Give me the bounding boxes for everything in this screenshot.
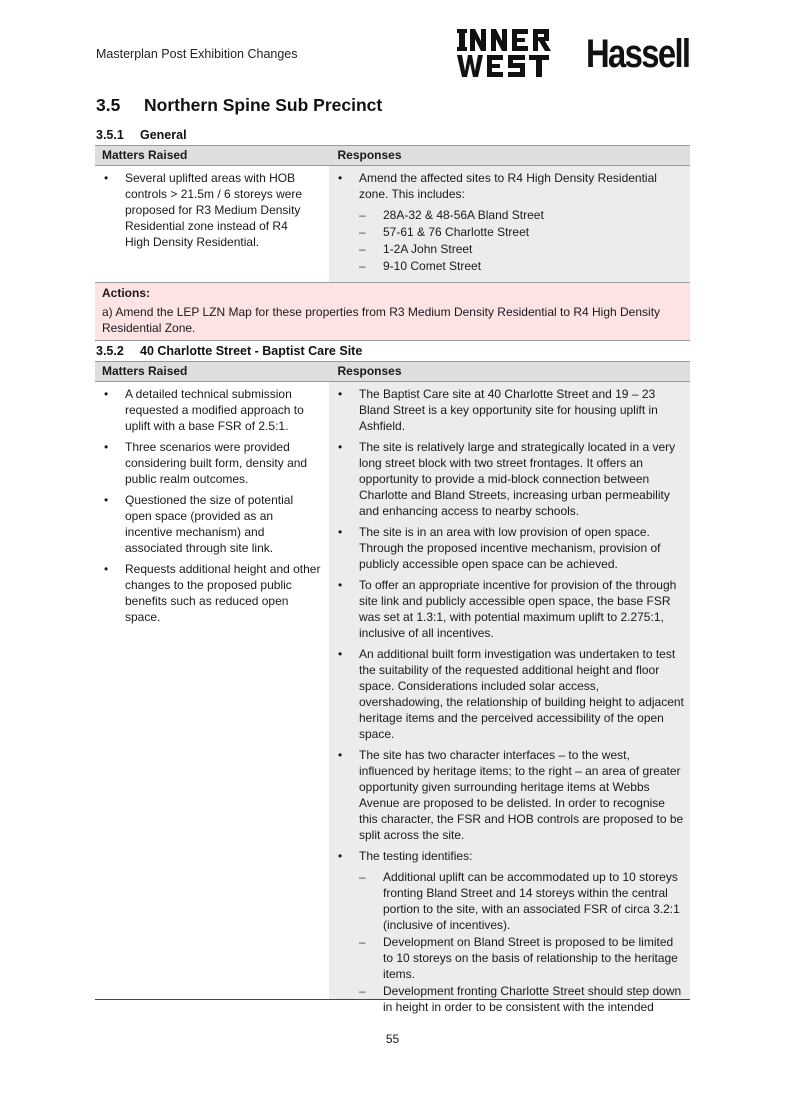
matter-item: • A detailed technical submission requested a modified approach to uplift with a base FSR of 2.5:1. <box>95 386 321 434</box>
testing-item: – Development fronting Charlotte Street should step down in height in order to be consistent with the intended <box>359 983 684 1015</box>
response-item: • The site is relatively large and strategically located in a very long street block with two street frontages. It offers an opportunity to provide a mid-block connection between Charlotte and Bland Streets, increasing urban permeability and enhancing access to nearby schools. <box>329 439 684 519</box>
col-matters-raised: Matters Raised <box>102 364 188 378</box>
site-item: – 1-2A John Street <box>359 241 680 257</box>
testing-item: – Development on Bland Street is proposed to be limited to 10 storeys on the basis of relationship to the heritage items. <box>359 934 684 982</box>
response-item: • The Baptist Care site at 40 Charlotte Street and 19 – 23 Bland Street is a key opportunity site for housing uplift in Ashfield. <box>329 386 684 434</box>
table-header <box>95 145 690 166</box>
testing-item: – Additional uplift can be accommodated up to 10 storeys fronting Bland Street and 14 storeys within the central portion to the site, with an associated FSR of circa 3.2:1 (inclusive of incentives). <box>359 869 684 933</box>
col-responses: Responses <box>337 148 402 162</box>
response-item: • Amend the affected sites to R4 High Density Residential zone. This includes: – 28A-32 & 48-56A Bland Street – 57-61 & 76 Charlotte Street – 1-2A John Street – 9-10 Comet Street <box>329 170 680 274</box>
section-heading: Northern Spine Sub Precinct <box>144 95 383 115</box>
matter-item: • Three scenarios were provided considering built form, density and public realm outcomes. <box>95 439 321 487</box>
response-item: • An additional built form investigation was undertaken to test the suitability of the requested additional height and floor space. Considerations included solar access, overshadowing, the relationship of building height to adjacent heritage items and the perceived accessibility of the open space. <box>329 646 684 742</box>
baptist-care-table <box>95 361 690 1014</box>
site-item: – 57-61 & 76 Charlotte Street <box>359 224 680 240</box>
table-header <box>95 361 690 382</box>
col-matters-raised: Matters Raised <box>102 148 188 162</box>
site-item: – 9-10 Comet Street <box>359 258 680 274</box>
page-number: 55 <box>385 1032 400 1046</box>
actions-title: Actions: <box>102 286 150 300</box>
actions-text: a) Amend the LEP LZN Map for these properties from R3 Medium Density Residential to R4 High Density Residential Zone. <box>102 305 661 335</box>
section-number: 3.5 <box>96 95 121 115</box>
response-item: • The site has two character interfaces – to the west, influenced by heritage items; to the right – an area of greater opportunity given surrounding heritage items at Webbs Avenue are proposed to be delisted. In order to recognise this character, the FSR and HOB controls are proposed to be split across the site. <box>329 747 684 843</box>
inner-west-logo <box>457 27 557 79</box>
section-title <box>96 95 382 116</box>
response-item: • The site is in an area with low provision of open space. Through the proposed incentive mechanism, provision of publicly accessible open space can be achieved. <box>329 524 684 572</box>
table-row <box>95 382 690 1014</box>
table-row <box>95 166 690 282</box>
response-item: • To offer an appropriate incentive for provision of the through site link and publicly accessible open space, the base FSR was set at 1.3:1, with potential maximum uplift to 2.275:1, inclusive of all incentives. <box>329 577 684 641</box>
subsection-title-baptist: 3.5.2 40 Charlotte Street - Baptist Care Site <box>96 344 363 358</box>
site-item: – 28A-32 & 48-56A Bland Street <box>359 207 680 223</box>
document-header: Masterplan Post Exhibition Changes <box>96 47 298 61</box>
response-item: • The testing identifies: – Additional uplift can be accommodated up to 10 storeys fronting Bland Street and 14 storeys within the central portion to the site, with an associated FSR of circa 3.2:1 (inclusive of incentives). – Development on Bland Street is proposed to be limited to 10 storeys on the basis of relationship to the heritage items. – Development fronting Charlotte Street should step down in height in order to be consistent with the intended <box>329 848 684 1015</box>
col-responses: Responses <box>337 364 402 378</box>
hassell-logo: Hassell <box>586 32 690 76</box>
matter-item: • Questioned the size of potential open space (provided as an incentive mechanism) and associated through site link. <box>95 492 321 556</box>
matter-item: • Requests additional height and other changes to the proposed public benefits such as reduced open space. <box>95 561 321 625</box>
general-table <box>95 145 690 341</box>
subsection-title-general: 3.5.1 General <box>96 128 187 142</box>
actions-box <box>95 282 690 341</box>
matter-item: • Several uplifted areas with HOB controls > 21.5m / 6 storeys were proposed for R3 Medium Density Residential zone instead of R4 High Density Residential. <box>95 170 315 250</box>
